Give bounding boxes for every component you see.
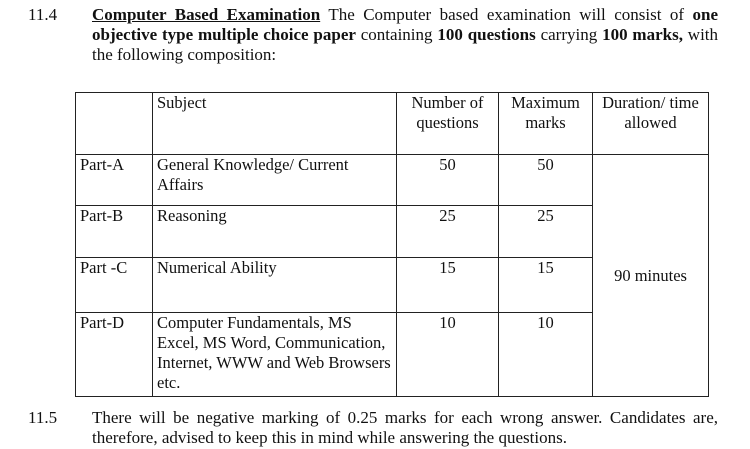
bold-run: 100 marks, [602, 25, 683, 44]
row-part: Part-A [76, 155, 153, 206]
text-run: carrying [535, 25, 603, 44]
header-part [76, 93, 153, 155]
row-questions: 15 [397, 258, 499, 313]
section-heading: Computer Based Examination [92, 5, 321, 24]
row-part: Part-B [76, 206, 153, 258]
row-marks: 50 [499, 155, 593, 206]
section-11-5 [28, 408, 728, 449]
row-questions: 10 [397, 313, 499, 397]
row-part: Part-D [76, 313, 153, 397]
row-subject: Computer Fundamentals, MS Excel, MS Word, Communication, Internet, WWW and Web Browsers etc. [153, 313, 397, 397]
header-subject: Subject [153, 93, 397, 155]
row-subject: General Knowledge/ Current Affairs [153, 155, 397, 206]
row-subject: Numerical Ability [153, 258, 397, 313]
bold-run: 100 questions [437, 25, 536, 44]
text-run: with the following composition: [92, 25, 719, 64]
section-11-4 [28, 5, 728, 65]
header-duration: Duration/ time allowed [593, 93, 709, 155]
bold-run: one objective type multiple choice paper [92, 5, 719, 44]
row-marks: 25 [499, 206, 593, 258]
section-number: 11.5 [28, 408, 58, 427]
row-questions: 50 [397, 155, 499, 206]
section-number: 11.4 [28, 5, 58, 24]
text-run: The Computer based examination will consist of [320, 5, 693, 24]
row-marks: 10 [499, 313, 593, 397]
row-questions: 25 [397, 206, 499, 258]
row-part: Part -C [76, 258, 153, 313]
section-text [92, 5, 718, 65]
section-text: There will be negative marking of 0.25 marks for each wrong answer. Candidates are, therefore, advised to keep this in mind while answering the questions. [92, 408, 718, 447]
header-num-questions: Number of questions [397, 93, 499, 155]
row-subject: Reasoning [153, 206, 397, 258]
text-run: containing [355, 25, 438, 44]
table-row [76, 155, 709, 206]
duration-cell: 90 minutes [593, 155, 709, 397]
table-header-row [76, 93, 709, 155]
header-max-marks: Maximum marks [499, 93, 593, 155]
composition-table [75, 92, 709, 397]
row-marks: 15 [499, 258, 593, 313]
